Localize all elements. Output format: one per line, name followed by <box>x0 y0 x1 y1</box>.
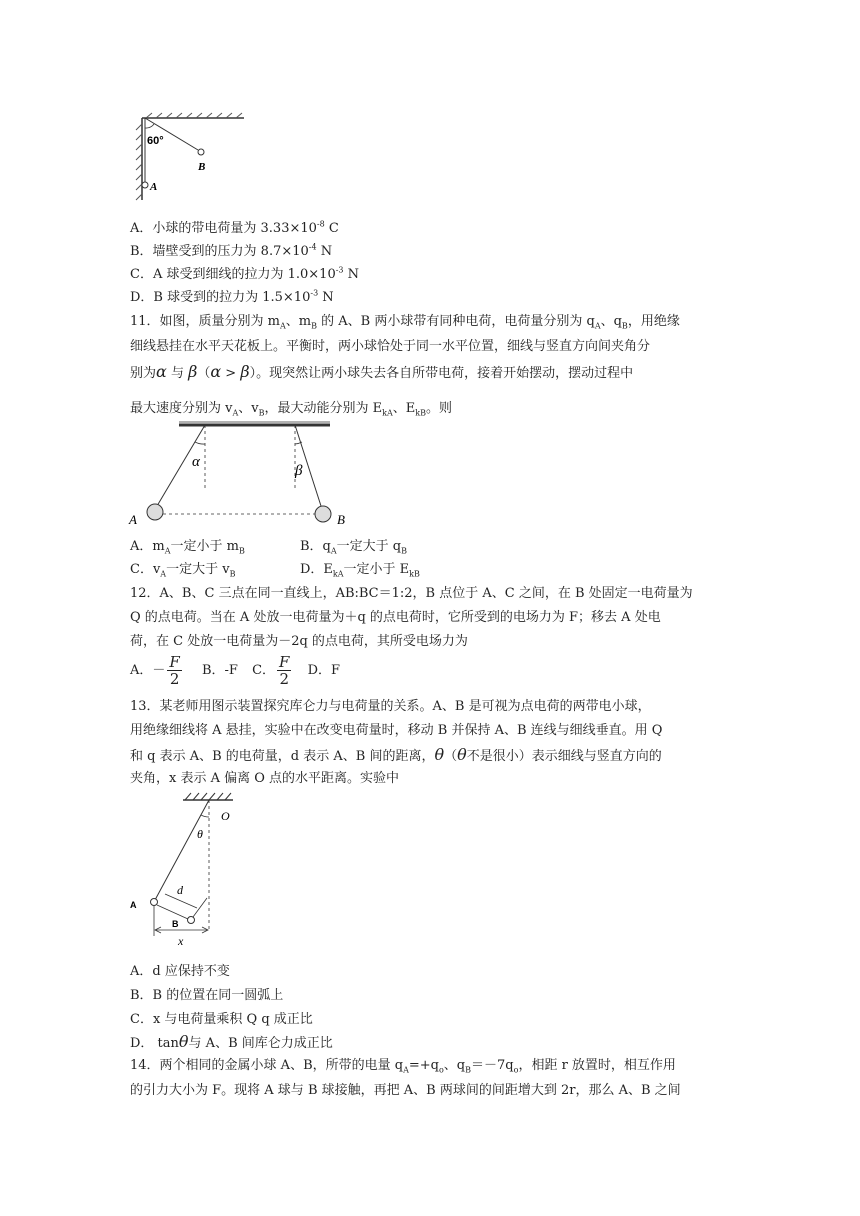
q10-option-c: C．A 球受到细线的拉力为 $1.0\times 10^{-3}$ N <box>130 265 360 282</box>
q10-option-a: A．小球的带电荷量为 $3.33\times 10^{-8}$ C <box>130 219 339 236</box>
ball-a-label: A <box>129 512 137 527</box>
q13-option-c: C．x 与电荷量乘积 Q q 成正比 <box>130 1012 313 1027</box>
ball-b-label: B <box>337 512 345 527</box>
q10-option-b: B．墙壁受到的压力为 $8.7\times 10^{-4}$ N <box>130 242 333 259</box>
q13-line-4: 夹角，x 表示 A 偏离 O 点的水平距离。实验中 <box>130 771 400 786</box>
q11-option-d: D．$E_{kA}$一定小于 $E_{kB}$ <box>300 562 420 579</box>
q13-line-3: 和 q 表示 A、B 的电荷量，d 表示 A、B 间的距离，θ（θ不是很小）表示细线与竖直方向的 <box>130 745 662 764</box>
figure-q11 <box>125 420 355 530</box>
q12-options: A．－ $\frac{F}{2}$ B．-F C． $\frac{F}{2}$ D．F <box>130 653 341 688</box>
angle-label: 60° <box>147 135 164 147</box>
ball-b-label: B <box>198 161 206 173</box>
q11-line-4: 最大速度分别为 $v_A$、$v_B$，最大动能分别为 $E_{kA}$、$E_{kB}$。则 <box>130 401 453 418</box>
q13-option-b: B．B 的位置在同一圆弧上 <box>130 988 284 1003</box>
theta-label: θ <box>197 827 203 841</box>
q13-option-d: D． tanθ与 A、B 间库仑力成正比 <box>130 1032 333 1051</box>
distance-d-label: d <box>177 883 183 897</box>
ball-a-label: A <box>130 900 137 910</box>
q13-line-1: 13．某老师用图示装置探究库仑力与电荷量的关系。A、B 是可视为点电荷的两带电小球， <box>130 699 651 714</box>
q14-line-1: 14．两个相同的金属小球 A、B，所带的电量 $q_A=+q_o$、$q_B=-7q_o$，相距 r 放置时，相互作用 <box>130 1058 676 1075</box>
q11-option-c: C．$v_A$一定大于 $v_B$ <box>130 562 236 579</box>
q14-line-2: 的引力大小为 F。现将 A 球与 B 球接触，再把 A、B 两球间的间距增大到 2r，那么 A、B 之间 <box>130 1083 681 1098</box>
q11-option-a: A．$m_A$一定小于 $m_B$ <box>130 539 245 556</box>
q12-line-3: 荷，在 C 处放一电荷量为－2q 的点电荷，其所受电场力为 <box>130 634 468 649</box>
q11-line-3: 别为α 与 β（α > β）。现突然让两小球失去各自所带电荷，接着开始摆动，摆动过程中 <box>130 362 634 381</box>
q13-option-a: A．d 应保持不变 <box>130 964 230 979</box>
alpha-label: α <box>192 454 200 470</box>
figure-q10 <box>128 112 248 202</box>
q13-line-2: 用绝缘细线将 A 悬挂，实验中在改变电荷量时，移动 B 并保持 A、B 连线与细线垂直。用 Q <box>130 723 663 738</box>
q12-line-1: 12．A、B、C 三点在同一直线上，AB:BC＝1:2，B 点位于 A、C 之间，在 B 处固定一电荷量为 <box>130 586 693 601</box>
q10-option-d: D．B 球受到的拉力为 $1.5\times 10^{-3}$ N <box>130 288 334 305</box>
figure-q13 <box>125 790 240 950</box>
q12-line-2: Q 的点电荷。当在 A 处放一电荷量为＋q 的点电荷时，它所受到的电场力为 F；移去 A 处电 <box>130 610 661 625</box>
fraction-f-over-2: $\frac{F}{2}$ <box>169 653 180 688</box>
fraction-f-over-2: $\frac{F}{2}$ <box>279 653 290 688</box>
q11-line-1: 11．如图，质量分别为 $m_A$、$m_B$ 的 A、B 两小球带有同种电荷，电荷量分别为 $q_A$、$q_B$，用绝缘 <box>130 314 680 331</box>
beta-label: β <box>295 463 303 479</box>
ball-a-label: A <box>150 181 158 193</box>
q11-option-b: B．$q_A$一定大于 $q_B$ <box>300 539 408 556</box>
ball-b-label: B <box>172 919 179 929</box>
distance-x-label: x <box>178 934 184 948</box>
point-o-label: O <box>221 809 230 823</box>
q11-line-2: 细线悬挂在水平天花板上。平衡时，两小球恰处于同一水平位置，细线与竖直方向间夹角分 <box>130 339 651 354</box>
